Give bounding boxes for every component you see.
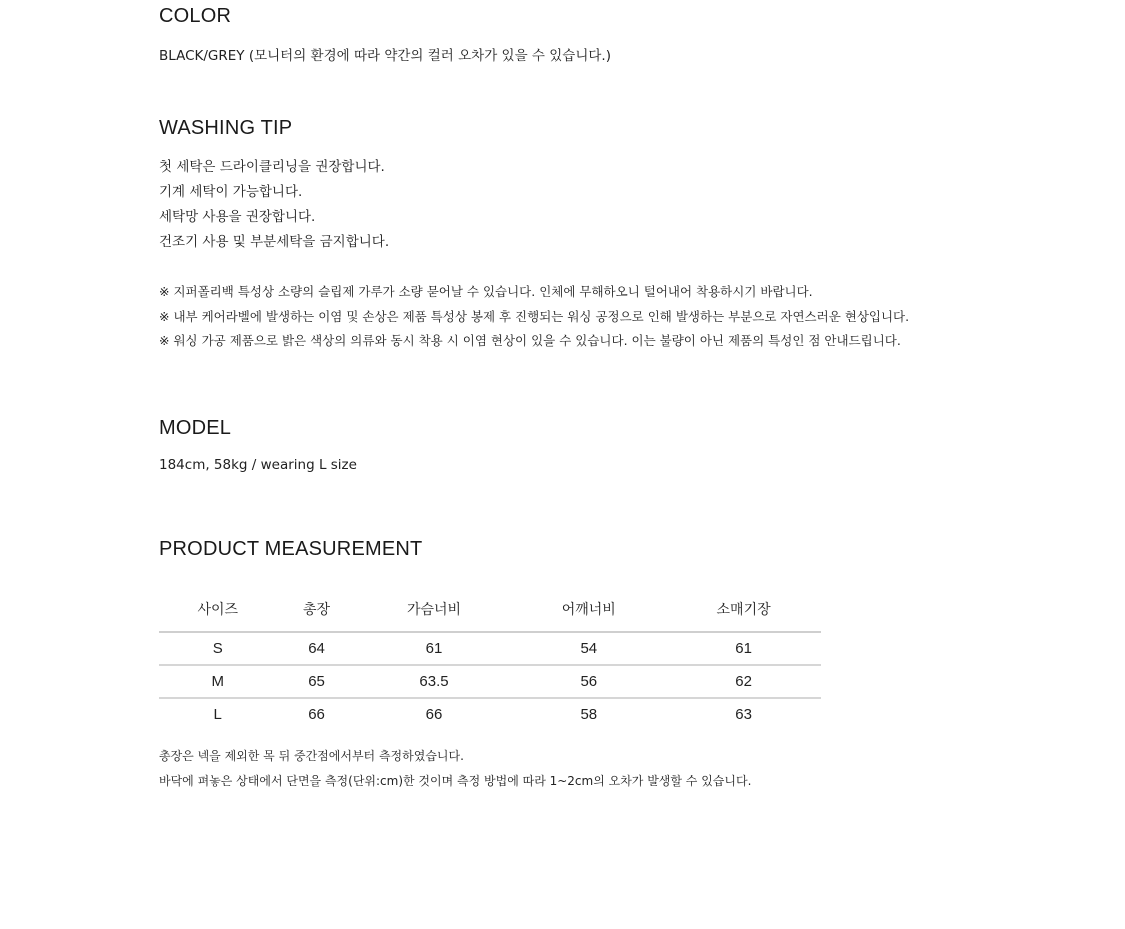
column-header-total-length: 총장 [276,586,356,632]
table-row [159,632,821,665]
washing-tip-heading: WASHING TIP [159,117,293,139]
color-heading: COLOR [159,5,232,27]
column-header-size: 사이즈 [159,586,276,632]
table-row [159,698,821,730]
washing-tip-item: 기계 세탁이 가능합니다. [159,184,303,200]
column-header-shoulder-width: 어깨너비 [511,586,666,632]
column-header-sleeve-length: 소매기장 [666,586,821,632]
washing-tip-list [159,155,389,255]
washing-note: ※ 지퍼폴리백 특성상 소량의 슬립제 가루가 소량 묻어날 수 있습니다. 인체에 무해하오니 털어내어 착용하시기 바랍니다. [159,284,813,299]
measurement-notes [159,744,751,794]
washing-notes [159,280,909,354]
table-cell: 66 [425,706,443,723]
table-cell: 62 [666,665,821,698]
table-cell: S [159,632,276,665]
washing-note: ※ 워싱 가공 제품으로 밝은 색상의 의류와 동시 착용 시 이염 현상이 있을 수 있습니다. 이는 불량이 아닌 제품의 특성인 점 안내드립니다. [159,333,901,348]
table-cell: 64 [276,632,356,665]
table-cell: L [213,706,222,723]
measurement-table [159,586,821,730]
measurement-note: 바닥에 펴놓은 상태에서 단면을 측정(단위:cm)한 것이며 측정 방법에 따라 1~2cm의 오차가 발생할 수 있습니다. [159,774,752,788]
washing-tip-item: 건조기 사용 및 부분세탁을 금지합니다. [159,234,390,250]
table-row [159,665,821,698]
measurement-heading: PRODUCT MEASUREMENT [159,538,423,560]
table-cell: M [159,665,276,698]
model-heading: MODEL [159,417,232,439]
table-cell: 63 [735,706,752,723]
table-cell: 61 [666,632,821,665]
washing-note: ※ 내부 케어라벨에 발생하는 이염 및 손상은 제품 특성상 봉제 후 진행되는 워싱 공정으로 인해 발생하는 부분으로 자연스러운 현상입니다. [159,308,910,324]
table-cell: 54 [511,632,666,665]
washing-tip-item: 첫 세탁은 드라이클리닝을 권장합니다. [159,159,385,175]
model-value: 184cm, 58kg / wearing L size [159,457,357,473]
measurement-note: 총장은 넥을 제외한 목 뒤 중간점에서부터 측정하였습니다. [159,749,464,763]
table-cell: 61 [357,632,512,665]
table-cell: 65 [276,665,356,698]
color-value: BLACK/GREY (모니터의 환경에 따라 약간의 컬러 오차가 있을 수 있습니다.) [159,48,611,64]
table-cell: 56 [511,665,666,698]
measurement-header-row [159,586,821,632]
washing-tip-item: 세탁망 사용을 권장합니다. [159,209,316,225]
table-cell: 66 [308,706,325,723]
table-cell: 63.5 [357,665,512,698]
column-header-chest-width: 가슴너비 [357,586,512,632]
table-cell: 58 [580,706,598,723]
